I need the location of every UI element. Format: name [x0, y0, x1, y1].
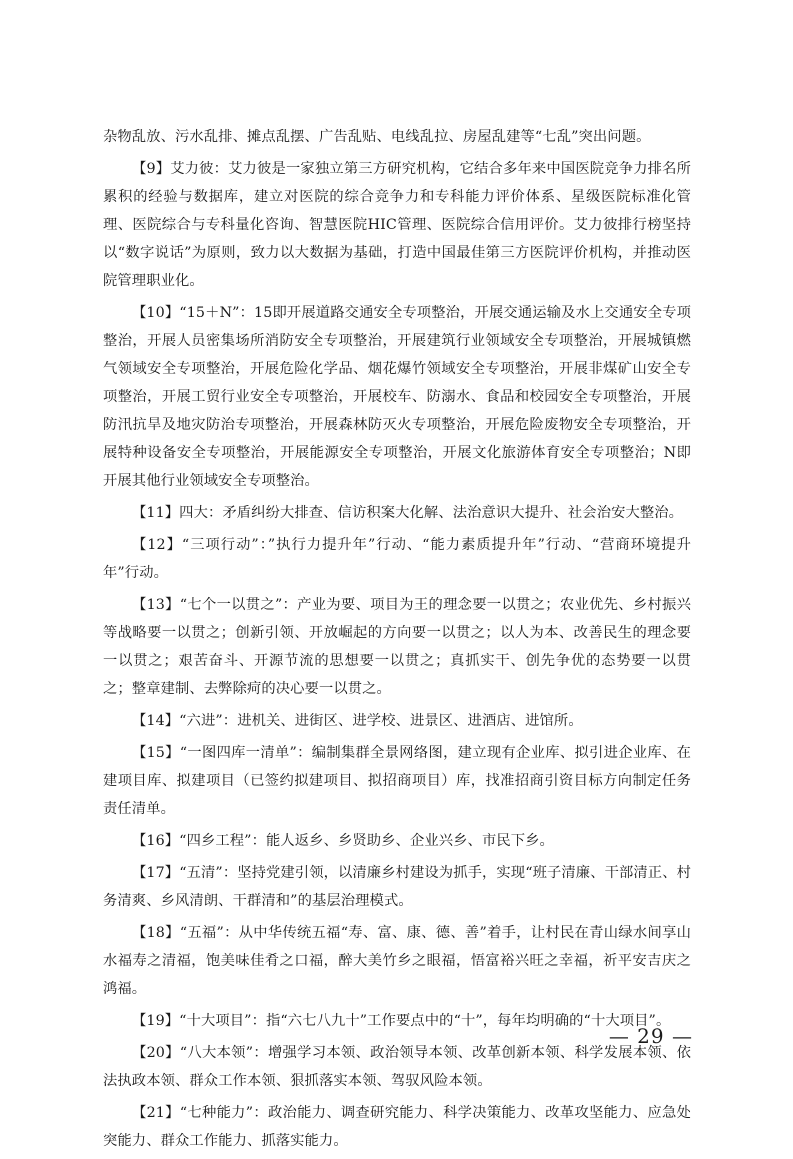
paragraph-note-20: 【20】“八大本领”：增强学习本领、政治领导本领、改革创新本领、科学发展本领、依法执政本领、群众工作本领、狠抓落实本领、驾驭风险本领。 — [103, 1045, 691, 1089]
paragraph-note-16: 【16】“四乡工程”：能人返乡、乡贤助乡、企业兴乡、市民下乡。 — [132, 833, 554, 849]
paragraph-note-12: 【12】“三项行动”：”执行力提升年”行动、“能力素质提升年”行动、“营商环境提升年”行动。 — [103, 537, 691, 581]
paragraph-note-14: 【14】“六进”：进机关、进街区、进学校、进景区、进酒店、进馆所。 — [132, 713, 583, 729]
paragraph-note-19: 【19】“十大项目”：指“六七八九十”工作要点中的“十”，每年均明确的“十大项目”。 — [132, 1013, 671, 1029]
paragraph-note-13: 【13】“七个一以贯之”：产业为要、项目为王的理念要一以贯之；农业优先、乡村振兴等战略要一以贯之；创新引领、开放崛起的方向要一以贯之；以人为本、改善民生的理念要一以贯之；艰苦奋斗、开源节流的思想要一以贯之；真抓实干、创先争优的态势要一以贯之；整章建制、去弊除疴的决心要一以贯之。 — [103, 597, 691, 697]
paragraph-note-21: 【21】“七种能力”：政治能力、调查研究能力、科学决策能力、改革攻坚能力、应急处突能力、群众工作能力、抓落实能力。 — [103, 1105, 691, 1149]
document-body — [103, 123, 691, 1159]
paragraph-note-11: 【11】四大：矛盾纠纷大排查、信访积案大化解、法治意识大提升、社会治安大整治。 — [132, 505, 684, 521]
paragraph-note-18: 【18】“五福”：从中华传统五福“寿、富、康、德、善”着手，让村民在青山绿水间享山水福寿之清福，饱美味佳肴之口福，醉大美竹乡之眼福，悟富裕兴旺之幸福，祈平安吉庆之鸿福。 — [103, 925, 691, 997]
paragraph-continuation: 杂物乱放、污水乱排、摊点乱摆、广告乱贴、电线乱拉、房屋乱建等“七乱”突出问题。 — [103, 129, 651, 145]
paragraph-note-9: 【9】艾力彼：艾力彼是一家独立第三方研究机构，它结合多年来中国医院竞争力排名所累积的经验与数据库，建立对医院的综合竞争力和专科能力评价体系、星级医院标准化管理、医院综合与专科量化咨询、智慧医院HIC管理、医院综合信用评价。艾力彼排行榜坚持以“数字说话”为原则，致力以大数据为基础，打造中国最佳第三方医院评价机构，并推动医院管理职业化。 — [103, 161, 691, 289]
page-number: — 29 — — [608, 1024, 693, 1048]
paragraph-note-10: 【10】“15＋N”：15即开展道路交通安全专项整治，开展交通运输及水上交通安全专项整治，开展人员密集场所消防安全专项整治，开展建筑行业领域安全专项整治，开展城镇燃气领域安全专项整治，开展危险化学品、烟花爆竹领域安全专项整治，开展非煤矿山安全专项整治，开展工贸行业安全专项整治，开展校车、防溺水、食品和校园安全专项整治，开展防汛抗旱及地灾防治专项整治，开展森林防灭火专项整治，开展危险废物安全专项整治，开展特种设备安全专项整治，开展能源安全专项整治，开展文化旅游体育安全专项整治；N即开展其他行业领域安全专项整治。 — [103, 305, 691, 489]
paragraph-note-15: 【15】“一图四库一清单”：编制集群全景网络图，建立现有企业库、拟引进企业库、在建项目库、拟建项目（已签约拟建项目、拟招商项目）库，找准招商引资目标方向制定任务责任清单。 — [103, 745, 691, 817]
paragraph-note-17: 【17】“五清”：坚持党建引领，以清廉乡村建设为抓手，实现“班子清廉、干部清正、村务清爽、乡风清朗、干群清和”的基层治理模式。 — [103, 865, 691, 909]
